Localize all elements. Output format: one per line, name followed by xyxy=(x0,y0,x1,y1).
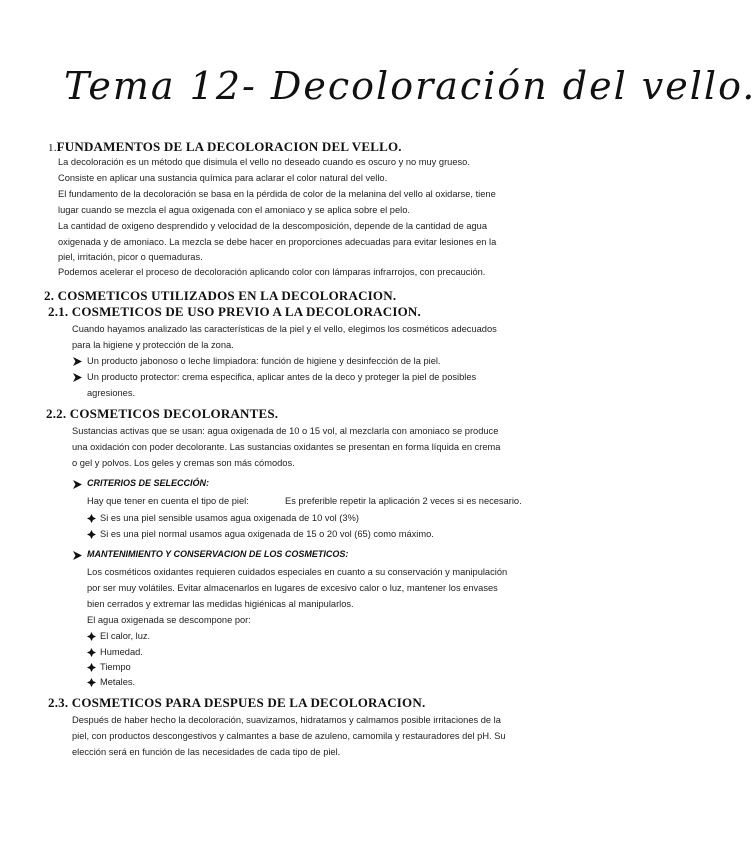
diamond-bullet-icon xyxy=(87,632,96,641)
paragraph-line: El fundamento de la decoloración se basa en la pérdida de color de la melanina del vello al oxidarse, tiene xyxy=(58,189,496,199)
section-1-number: 1. xyxy=(48,142,57,154)
paragraph-line: piel, con productos descongestivos y calmantes a base de azuleno, camomila y restauradores del pH. Su xyxy=(72,731,506,741)
section-1-heading xyxy=(48,139,402,155)
diamond-bullet-icon xyxy=(87,648,96,657)
bullet-item: Un producto jabonoso o leche limpiadora: función de higiene y desinfección de la piel. xyxy=(87,356,441,366)
paragraph-line: Consiste en aplicar una sustancia química para aclarar el color natural del vello. xyxy=(58,173,388,183)
mantenimiento-item: Metales. xyxy=(100,677,136,687)
bullet-item-continuation: agresiones. xyxy=(87,388,136,398)
paragraph-line: La decoloración es un método que disimula el vello no deseado cuando es oscuro y no muy grueso. xyxy=(58,157,470,167)
arrow-bullet-icon xyxy=(73,551,82,560)
criterios-title: CRITERIOS DE SELECCIÓN: xyxy=(87,478,210,488)
section-2-3-heading: 2.3. COSMETICOS PARA DESPUES DE LA DECOLORACION. xyxy=(48,695,426,710)
paragraph-line: lugar cuando se mezcla el agua oxigenada con el amoniaco y se aplica sobre el pelo. xyxy=(58,205,410,215)
mantenimiento-item: El calor, luz. xyxy=(100,631,151,641)
section-1-title: FUNDAMENTOS DE LA DECOLORACION DEL VELLO. xyxy=(56,139,402,154)
criterios-item: Si es una piel sensible usamos agua oxigenada de 10 vol (3%) xyxy=(100,513,359,523)
paragraph-line: Los cosméticos oxidantes requieren cuidados especiales en cuanto a su conservación y manipulación xyxy=(87,567,508,577)
criterios-item: Si es una piel normal usamos agua oxigenada de 15 o 20 vol (65) como máximo. xyxy=(100,529,434,539)
paragraph-line: Cuando hayamos analizado las características de la piel y el vello, elegimos los cosméticos adecuados xyxy=(72,324,497,334)
criterios-line: Hay que tener en cuenta el tipo de piel: xyxy=(87,496,249,506)
paragraph-line: por ser muy volátiles. Evitar almacenarlos en lugares de excesivo calor o luz, mantener los envases xyxy=(87,583,498,593)
section-2-1-heading: 2.1. COSMETICOS DE USO PREVIO A LA DECOLORACION. xyxy=(48,304,421,319)
paragraph-line: para la higiene y protección de la zona. xyxy=(72,340,234,350)
mantenimiento-item: Tiempo xyxy=(100,662,131,672)
arrow-bullet-icon xyxy=(73,373,82,382)
paragraph-line: una oxidación con poder decolorante. Las sustancias oxidantes se presentan en forma líquida en crema xyxy=(72,442,501,452)
paragraph-line: Sustancias activas que se usan: agua oxigenada de 10 o 15 vol, al mezclarla con amoniaco se produce xyxy=(72,426,499,436)
diamond-bullet-icon xyxy=(87,678,96,687)
bullet-item: Un producto protector: crema especifica, aplicar antes de la deco y proteger la piel de posibles xyxy=(87,372,477,382)
arrow-bullet-icon xyxy=(73,357,82,366)
diamond-bullet-icon xyxy=(87,663,96,672)
mantenimiento-title: MANTENIMIENTO Y CONSERVACION DE LOS COSMETICOS: xyxy=(87,549,349,559)
paragraph-line: Podemos acelerar el proceso de decoloración aplicando color con lámparas infrarrojos, con precaución. xyxy=(58,267,486,277)
section-2-2-heading: 2.2. COSMETICOS DECOLORANTES. xyxy=(46,406,279,421)
paragraph-line: elección será en función de las necesidades de cada tipo de piel. xyxy=(72,747,341,757)
diamond-bullet-icon xyxy=(87,514,96,523)
paragraph-line: o gel y polvos. Los geles y cremas son más cómodos. xyxy=(72,458,295,468)
page-title: Tema 12- Decoloración del vello. xyxy=(64,64,756,108)
paragraph-line: El agua oxigenada se descompone por: xyxy=(87,615,251,625)
arrow-bullet-icon xyxy=(73,480,82,489)
criterios-line: Es preferible repetir la aplicación 2 veces si es necesario. xyxy=(285,496,522,506)
mantenimiento-item: Humedad. xyxy=(100,647,143,657)
paragraph-line: oxigenada y de amoniaco. La mezcla se debe hacer en proporciones adecuadas para evitar lesiones en la xyxy=(58,237,497,247)
paragraph-line: bien cerrados y extremar las medidas higiénicas al manipularlos. xyxy=(87,599,354,609)
paragraph-line: La cantidad de oxigeno desprendido y velocidad de la descomposición, depende de la cantidad de agua xyxy=(58,221,488,231)
section-2-heading: 2. COSMETICOS UTILIZADOS EN LA DECOLORACION. xyxy=(44,288,397,303)
paragraph-line: piel, irritación, picor o quemaduras. xyxy=(58,252,203,262)
paragraph-line: Después de haber hecho la decoloración, suavizamos, hidratamos y calmamos posible irritaciones de la xyxy=(72,715,501,725)
diamond-bullet-icon xyxy=(87,530,96,539)
